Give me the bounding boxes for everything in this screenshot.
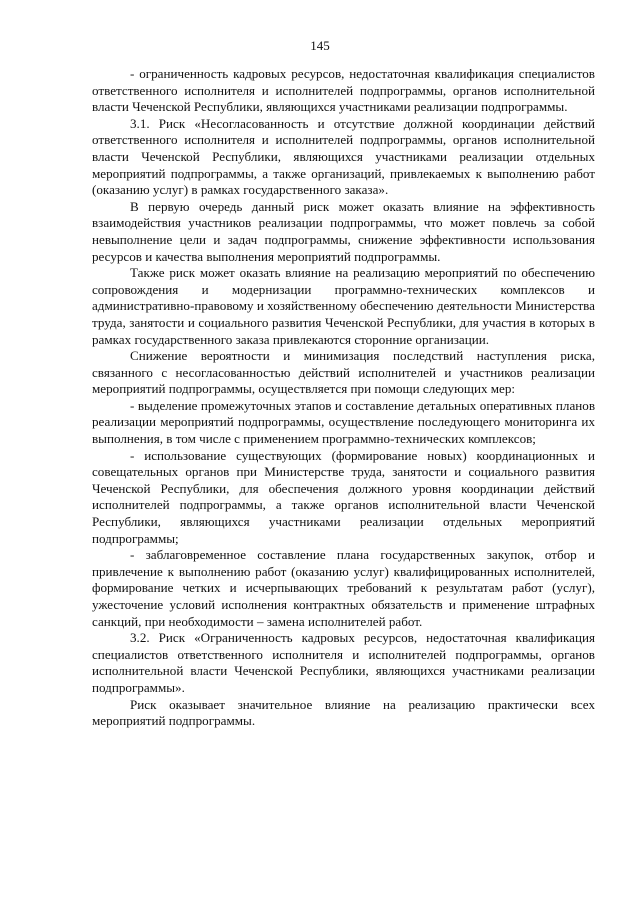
- paragraph-risk-influence: Также риск может оказать влияние на реализацию мероприятий по обеспечению сопровождения и модернизации программно-технических комплексов и административно-правовому и хозяйственному обеспечению деятельности Министерства труда, занятости и социального развития Чеченской Республики, для участия в которых в рамках государственного заказа привлекаются сторонние организации.: [92, 265, 595, 347]
- paragraph-risk-3-1: 3.1. Риск «Несогласованность и отсутствие должной координации действий ответственного исполнителя и исполнителей подпрограммы, органов исполнительной власти Чеченской Республики, являющихся участниками реализации отдельных мероприятий подпрограммы, а также организаций, привлекаемых к выполнению работ (оказанию услуг) в рамках государственного заказа».: [92, 115, 595, 198]
- paragraph-measure-coordination: - использование существующих (формирование новых) координационных и совещательных органов при Министерстве труда, занятости и социального развития Чеченской Республики, для обеспечения должного уровня координации действий исполнителей подпрограммы, а также органов исполнительной власти Чеченской Республики, являющихся участниками реализации отдельных мероприятий подпрограммы;: [92, 447, 595, 546]
- paragraph-staff-limits: - ограниченность кадровых ресурсов, недостаточная квалификация специалистов ответственного исполнителя и исполнителей подпрограммы, органов исполнительной власти Чеченской Республики, являющихся участниками реализации подпрограммы.: [92, 66, 595, 115]
- paragraph-measure-stages: - выделение промежуточных этапов и составление детальных оперативных планов реализации мероприятий подпрограммы, осуществление последующего мониторинга их выполнения, в том числе с применением программно-технических комплексов;: [92, 397, 595, 447]
- paragraph-risk-3-2: 3.2. Риск «Ограниченность кадровых ресурсов, недостаточная квалификация специалистов ответственного исполнителя и исполнителей подпрограммы, органов исполнительной власти Чеченской Республики, являющихся участниками реализации подпрограммы».: [92, 630, 595, 695]
- document-body: [92, 66, 595, 730]
- paragraph-risk-impact: В первую очередь данный риск может оказать влияние на эффективность взаимодействия участников реализации подпрограммы, что может повлечь за собой невыполнение цели и задач подпрограммы, снижение эффективности использования ресурсов и качества выполнения мероприятий подпрограммы.: [92, 198, 595, 264]
- paragraph-risk-effect: Риск оказывает значительное влияние на реализацию практически всех мероприятий подпрограммы.: [92, 696, 595, 729]
- paragraph-mitigation-intro: Снижение вероятности и минимизация последствий наступления риска, связанного с несогласованностью действий исполнителей и участников реализации мероприятий подпрограммы, осуществляется при помощи следующих мер:: [92, 348, 595, 397]
- paragraph-measure-procurement: - заблаговременное составление плана государственных закупок, отбор и привлечение к выполнению работ (оказанию услуг) квалифицированных исполнителей, формирование четких и исчерпывающих требований к результатам работ (услуг), ужесточение условий исполнения контрактных обязательств и применение штрафных санкций, при необходимости – замена исполнителей работ.: [92, 547, 595, 629]
- page-number: 145: [310, 38, 330, 53]
